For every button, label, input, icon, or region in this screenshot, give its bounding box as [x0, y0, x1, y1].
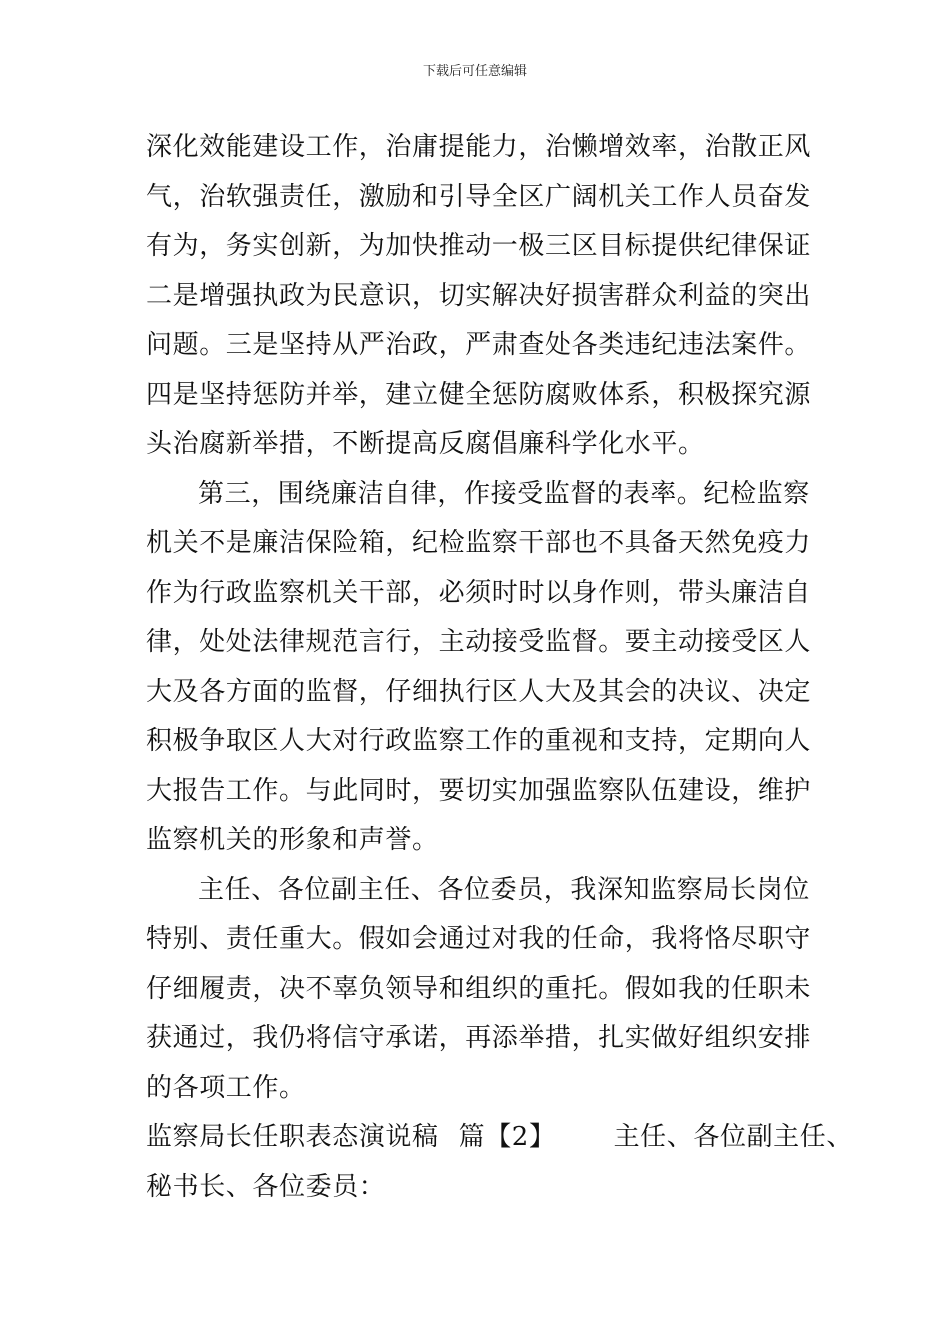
text-line: 机关不是廉洁保险箱，纪检监察干部也不具备天然免疫力 [146, 528, 812, 558]
text-line: 仔细履责，决不辜负领导和组织的重托。假如我的任职未 [146, 973, 812, 1004]
text-line: 特别、责任重大。假如会通过对我的任命，我将恪尽职守 [146, 924, 812, 954]
paragraph-start-line: 第三，围绕廉洁自律，作接受监督的表率。纪检监察 [198, 478, 810, 509]
text-line: 的各项工作。 [146, 1072, 306, 1103]
text-line: 作为行政监察机关干部，必须时时以身作则，带头廉洁自 [146, 577, 812, 608]
speech-title: 监察局长任职表态演说稿 [146, 1122, 439, 1152]
text-line: 积极争取区人大对行政监察工作的重视和支持，定期向人 [146, 726, 812, 756]
text-line: 二是增强执政为民意识，切实解决好损害群众利益的突出 [146, 280, 812, 311]
text-line: 头治腐新举措，不断提高反腐倡廉科学化水平。 [146, 429, 705, 459]
section-title-line [146, 1113, 853, 1163]
text-line: 律，处处法律规范言行，主动接受监督。要主动接受区人 [146, 627, 812, 657]
text-line: 气，治软强责任，激励和引导全区广阔机关工作人员奋发 [146, 181, 812, 212]
part-label: 篇【2】 [458, 1122, 556, 1152]
document-body [146, 123, 853, 1212]
salutation-start: 主任、各位副主任、 [613, 1122, 853, 1152]
paragraph-start-line: 主任、各位副主任、各位委员，我深知监察局长岗位 [198, 874, 810, 905]
text-line: 有为，务实创新，为加快推动一极三区目标提供纪律保证 [146, 231, 812, 261]
text-line: 大及各方面的监督，仔细执行区人大及其会的决议、决定 [146, 676, 812, 707]
text-line: 监察机关的形象和声誉。 [146, 825, 439, 855]
text-line: 问题。三是坚持从严治政，严肃查处各类违纪违法案件。 [146, 330, 812, 360]
text-line: 四是坚持惩防并举，建立健全惩防腐败体系，积极探究源 [146, 379, 812, 410]
text-line: 秘书长、各位委员： [146, 1171, 386, 1202]
text-line: 深化效能建设工作，治庸提能力，治懒增效率，治散正风 [146, 132, 812, 162]
text-line: 获通过，我仍将信守承诺，再添举措，扎实做好组织安排 [146, 1023, 812, 1053]
page-header-note: 下载后可任意编辑 [422, 64, 527, 79]
text-line: 大报告工作。与此同时，要切实加强监察队伍建设，维护 [146, 775, 812, 806]
